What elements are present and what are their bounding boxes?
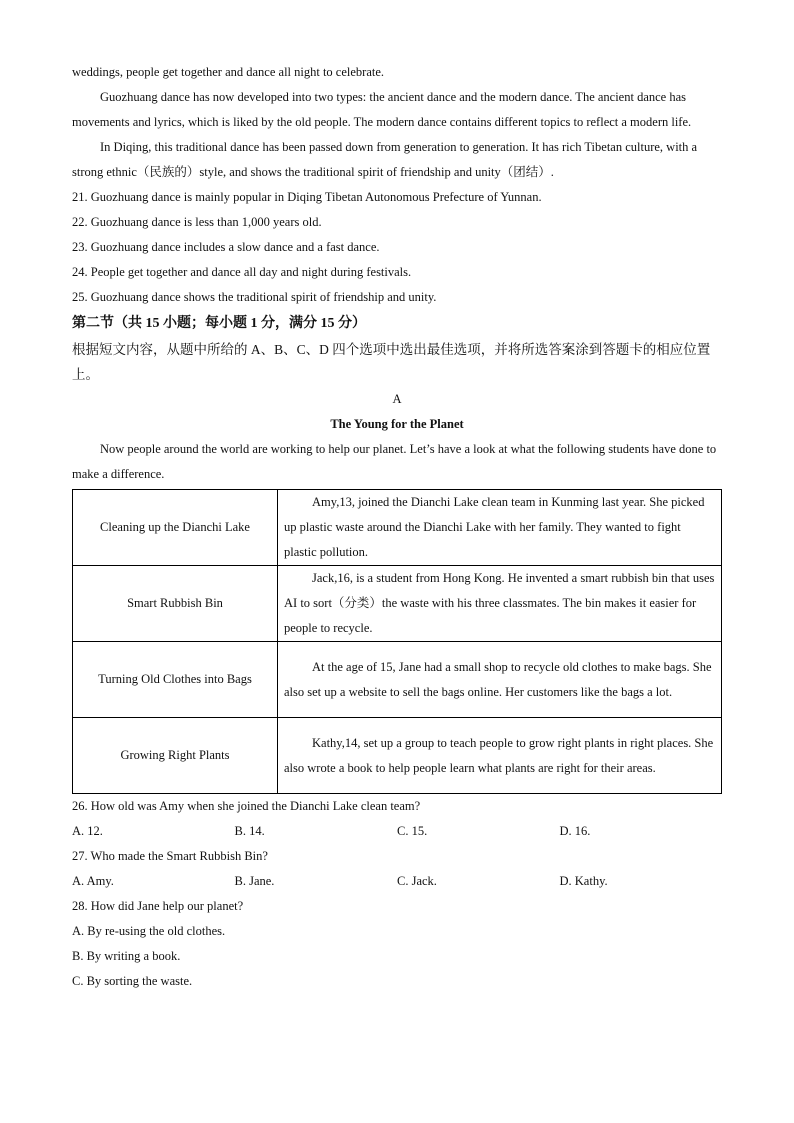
option-b: B. By writing a book. — [72, 949, 181, 963]
passage-title: The Young for the Planet — [330, 417, 464, 431]
option-a: A. By re-using the old clothes. — [72, 924, 226, 938]
row-topic: Turning Old Clothes into Bags — [73, 642, 278, 718]
option-c: C. 15. — [397, 824, 428, 838]
question-25: 25. Guozhuang dance shows the traditional spirit of friendship and unity. — [72, 290, 437, 304]
option-b: B. Jane. — [234, 874, 275, 888]
passage-paragraph-diqing: In Diqing, this traditional dance has been passed down from generation to generation. It has rich Tibetan culture, with a strong ethnic（民族的）style, and shows the traditional spirit of friendship and unity（团结）. — [72, 140, 698, 179]
row-description: Kathy,14, set up a group to teach people to grow right plants in right places. She also wrote a book to help people learn what plants are right for their areas. — [278, 718, 722, 794]
question-24: 24. People get together and dance all day and night during festivals. — [72, 265, 412, 279]
multiple-choice-questions — [72, 794, 722, 994]
exam-page — [72, 60, 722, 994]
option-c: C. Jack. — [397, 874, 437, 888]
option-b: B. 14. — [234, 824, 265, 838]
option-d: D. 16. — [559, 824, 591, 838]
table-row — [73, 718, 722, 794]
option-d: D. Kathy. — [559, 874, 608, 888]
table-row — [73, 642, 722, 718]
row-topic: Smart Rubbish Bin — [73, 566, 278, 642]
question-26-options — [72, 819, 722, 844]
passage-paragraph-types: Guozhuang dance has now developed into two types: the ancient dance and the modern dance. The ancient dance has movements and lyrics, which is liked by the old people. The modern dance contains different topics to reflect a modern life. — [72, 90, 692, 129]
passage-intro: Now people around the world are working to help our planet. Let’s have a look at what the following students have done to make a difference. — [72, 442, 717, 481]
section-instruction: 根据短文内容，从题中所给的 A、B、C、D 四个选项中选出最佳选项，并将所选答案涂到答题卡的相应位置上。 — [72, 342, 711, 382]
passage-continuation-line: weddings, people get together and dance all night to celebrate. — [72, 65, 385, 79]
question-26-stem: 26. How old was Amy when she joined the Dianchi Lake clean team? — [72, 799, 421, 813]
passage-label: A — [392, 392, 402, 406]
option-c: C. By sorting the waste. — [72, 974, 193, 988]
table-row — [73, 566, 722, 642]
question-22: 22. Guozhuang dance is less than 1,000 years old. — [72, 215, 322, 229]
question-28-stem: 28. How did Jane help our planet? — [72, 899, 244, 913]
row-description: Jack,16, is a student from Hong Kong. He invented a smart rubbish bin that uses AI to sort（分类）the waste with his three classmates. The bin makes it easier for people to recycle. — [278, 566, 722, 642]
option-a: A. Amy. — [72, 874, 114, 888]
row-topic: Growing Right Plants — [73, 718, 278, 794]
question-27-options — [72, 869, 722, 894]
option-a: A. 12. — [72, 824, 103, 838]
row-description: At the age of 15, Jane had a small shop to recycle old clothes to make bags. She also set up a website to sell the bags online. Her customers like the bags a lot. — [278, 642, 722, 718]
question-23: 23. Guozhuang dance includes a slow dance and a fast dance. — [72, 240, 380, 254]
true-false-questions — [72, 185, 722, 310]
row-topic: Cleaning up the Dianchi Lake — [73, 490, 278, 566]
students-table — [72, 489, 722, 794]
row-description: Amy,13, joined the Dianchi Lake clean team in Kunming last year. She picked up plastic waste around the Dianchi Lake with her family. They wanted to fight plastic pollution. — [278, 490, 722, 566]
question-27-stem: 27. Who made the Smart Rubbish Bin? — [72, 849, 268, 863]
table-row — [73, 490, 722, 566]
section-title: 第二节（共 15 小题；每小题 1 分，满分 15 分） — [72, 316, 366, 331]
question-21: 21. Guozhuang dance is mainly popular in Diqing Tibetan Autonomous Prefecture of Yunnan. — [72, 190, 542, 204]
